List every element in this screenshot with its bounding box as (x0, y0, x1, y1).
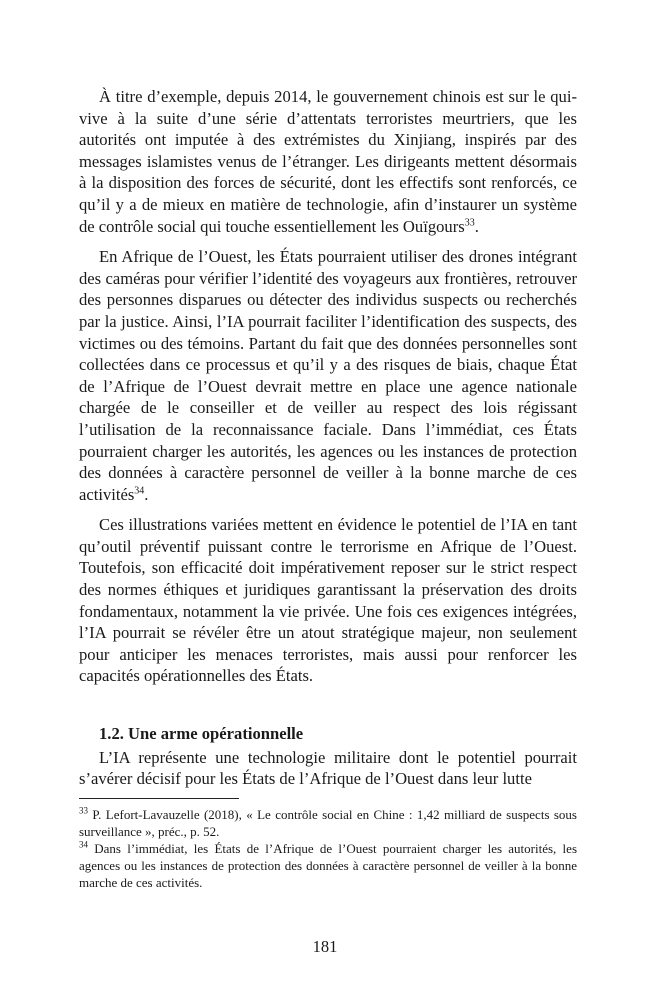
footnote-ref-34[interactable]: 34 (134, 485, 145, 497)
paragraph-3-text: Ces illustrations variées mettent en évidence le potentiel de l’IA en tant qu’outil préventif puissant contre le terrorisme en Afrique de l’Ouest. Toutefois, son efficacité doit impérativement reposer sur le strict respect des normes éthiques et juridiques garantissant la préservation des droits fondamentaux, notamment la vie privée. Une fois ces exigences intégrées, l’IA pourrait se révéler être un atout stratégique majeur, non seulement pour anticiper les menaces terroristes, mais aussi pour renforcer les capacités opérationnelles des États. (79, 515, 577, 686)
paragraph-4-text: L’IA représente une technologie militaire dont le potentiel pourrait s’avérer décisif pour les États de l’Afrique de l’Ouest dans leur lutte (79, 747, 577, 789)
footnote-text: P. Lefort-Lavauzelle (2018), « Le contrôle social en Chine : 1,42 milliard de suspects sous surveillance », préc., p. 52. (79, 806, 577, 839)
footnote-separator (79, 798, 239, 799)
body-paragraph-4 (79, 747, 577, 790)
paragraph-2-tail: . (144, 484, 149, 504)
body-paragraph-3 (79, 514, 577, 687)
footnote-33 (79, 806, 577, 840)
footnote-number: 34 (79, 839, 88, 850)
paragraph-2-text: En Afrique de l’Ouest, les États pourraient utiliser des drones intégrant des caméras pour vérifier l’identité des voyageurs aux frontières, retrouver des personnes disparues ou détecter des individus suspects ou recherchés par la justice. Ainsi, l’IA pourrait faciliter l’identification des suspects, des victimes ou des témoins. Partant du fait que des données personnelles sont collectées dans ce processus et qu’il y a des risques de biais, chaque État de l’Afrique de l’Ouest devrait mettre en place une agence nationale chargée de le conseiller et de veiller au respect des lois régissant l’utilisation de la reconnaissance faciale. Dans l’immédiat, ces États pourraient charger les autorités, les agences ou les instances de protection des données à caractère personnel de veiller à la bonne marche de ces activités (79, 247, 577, 504)
paragraph-1-text: À titre d’exemple, depuis 2014, le gouvernement chinois est sur le qui-vive à la suite d’une série d’attentats terroristes meurtriers, que les autorités ont imputée à des extrémistes du Xinjiang, inspirés par des messages islamistes venus de l’étranger. Les dirigeants mettent désormais à la disposition des forces de sécurité, dont les effectifs sont renforcés, ce qu’il y a de mieux en matière de technologie, afin d’instaurer un système de contrôle social qui touche essentiellement les Ouïgours (79, 87, 577, 236)
page-content (79, 86, 577, 891)
section-heading: 1.2. Une arme opérationnelle (99, 724, 304, 744)
footnote-number: 33 (79, 805, 88, 816)
page-number: 181 (312, 937, 338, 956)
body-paragraph-1 (79, 86, 577, 237)
footnote-text: Dans l’immédiat, les États de l’Afrique de l’Ouest pourraient charger les autorités, les agences ou les instances de protection des données à caractère personnel de veiller à la bonne marche de ces activités. (79, 840, 577, 890)
footnote-34 (79, 840, 577, 891)
paragraph-1-tail: . (474, 216, 479, 236)
body-paragraph-2 (79, 246, 577, 505)
footnote-ref-33[interactable]: 33 (464, 217, 475, 229)
footnotes (79, 806, 577, 891)
